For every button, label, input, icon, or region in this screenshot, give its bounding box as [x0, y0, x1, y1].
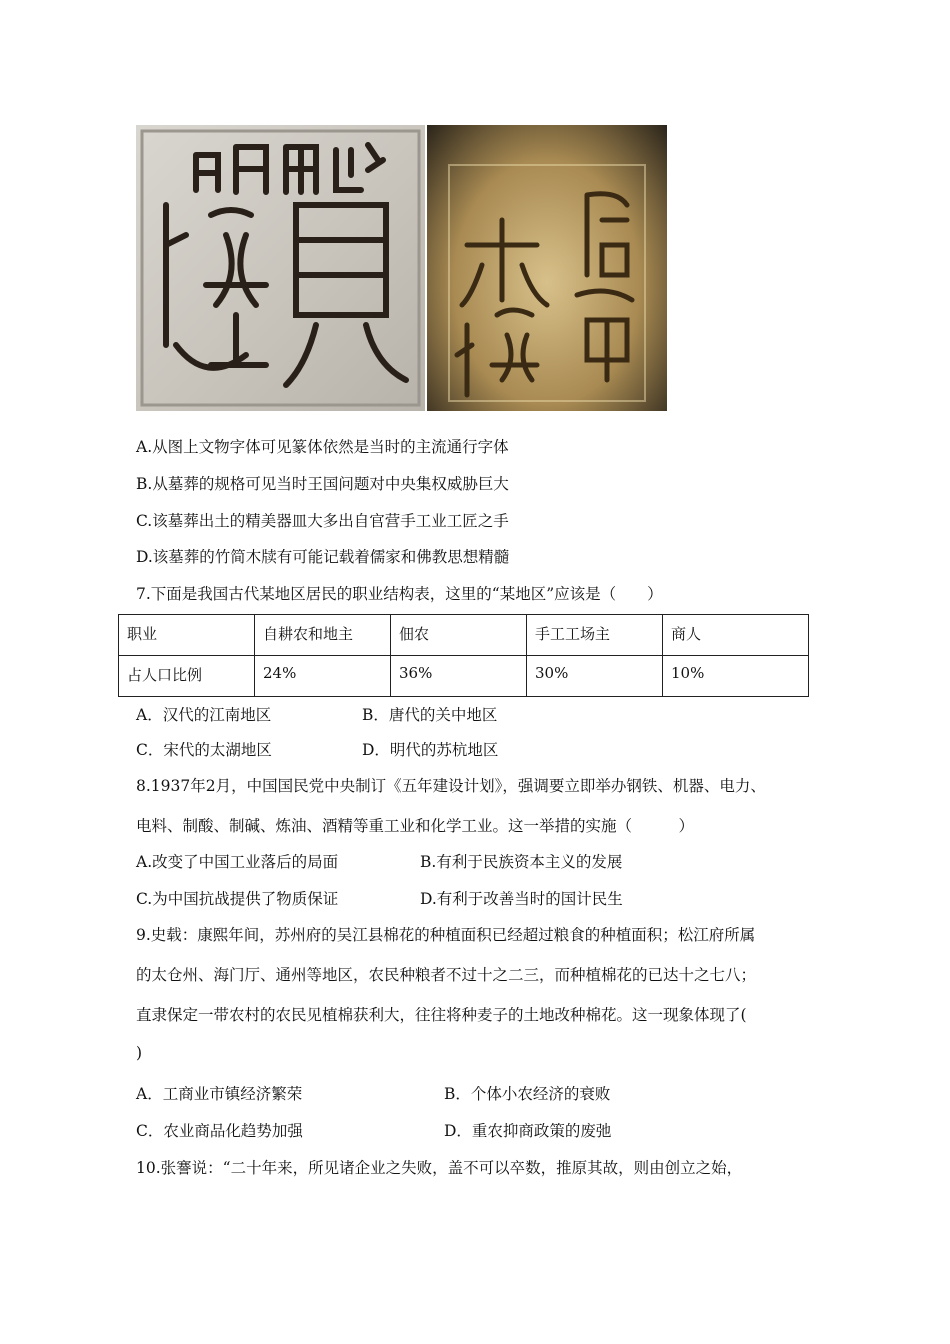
- q9-option-c: C．农业商品化趋势加强: [136, 1122, 303, 1140]
- q8-option-d: D.有利于改善当时的国计民生: [420, 890, 623, 908]
- table-header-cell: 职业: [119, 615, 255, 656]
- q7-option-b: B．唐代的关中地区: [362, 706, 498, 724]
- q9-stem-line-3: 直隶保定一带农村的农民见植棉获利大，往往将种麦子的土地改种棉花。这一现象体现了(: [136, 1006, 747, 1024]
- q8-option-b: B.有利于民族资本主义的发展: [420, 853, 623, 871]
- q8-stem-line-2: 电料、制酸、制碱、炼油、酒精等重工业和化学工业。这一举措的实施（ ）: [136, 817, 695, 835]
- q9-option-d: D．重农抑商政策的废弛: [444, 1122, 612, 1140]
- q7-option-a: A．汉代的江南地区: [136, 706, 272, 724]
- q9-stem-line-4: ): [136, 1044, 143, 1062]
- q6-option-a: A.从图上文物字体可见篆体依然是当时的主流通行字体: [136, 438, 509, 456]
- table-header-cell: 自耕农和地主: [255, 615, 391, 656]
- table-row: [119, 656, 809, 697]
- table-cell: 36%: [391, 656, 527, 697]
- q8-option-c: C.为中国抗战提供了物质保证: [136, 890, 339, 908]
- q8-option-a: A.改变了中国工业落后的局面: [136, 853, 339, 871]
- seal-photo-left: [136, 125, 425, 411]
- q9-option-b: B．个体小农经济的衰败: [444, 1085, 611, 1103]
- q9-stem-line-1: 9.史载：康熙年间，苏州府的吴江县棉花的种植面积已经超过粮食的种植面积；松江府所属: [136, 926, 756, 944]
- q7-option-c: C．宋代的太湖地区: [136, 741, 272, 759]
- q8-stem-line-1: 8.1937年2月，中国国民党中央制订《五年建设计划》，强调要立即举办钢铁、机器、电力、: [136, 777, 766, 795]
- table-header-cell: 商人: [663, 615, 809, 656]
- table-cell: 10%: [663, 656, 809, 697]
- seal-photos: [136, 125, 667, 411]
- q6-option-c: C.该墓葬出土的精美器皿大多出自官营手工业工匠之手: [136, 512, 509, 530]
- q10-stem-line-1: 10.张謇说：“二十年来，所见诸企业之失败，盖不可以卒数，推原其故，则由创立之始，: [136, 1159, 743, 1177]
- table-cell: 24%: [255, 656, 391, 697]
- table-header-cell: 佃农: [391, 615, 527, 656]
- q6-option-d: D.该墓葬的竹简木牍有可能记载着儒家和佛教思想精髓: [136, 548, 510, 566]
- q7-stem: 7.下面是我国古代某地区居民的职业结构表，这里的“某地区”应该是（ ）: [136, 585, 663, 603]
- table-cell: 占人口比例: [119, 656, 255, 697]
- q9-option-a: A．工商业市镇经济繁荣: [136, 1085, 303, 1103]
- table-header-cell: 手工工场主: [527, 615, 663, 656]
- q7-option-d: D．明代的苏杭地区: [362, 741, 499, 759]
- table-cell: 30%: [527, 656, 663, 697]
- q9-stem-line-2: 的太仓州、海门厅、通州等地区，农民种粮者不过十之二三，而种植棉花的已达十之七八；: [136, 966, 757, 984]
- q6-option-b: B.从墓葬的规格可见当时王国问题对中央集权威胁巨大: [136, 475, 509, 493]
- seal-photo-right: [427, 125, 667, 411]
- occupation-table: [118, 614, 809, 697]
- table-row: [119, 615, 809, 656]
